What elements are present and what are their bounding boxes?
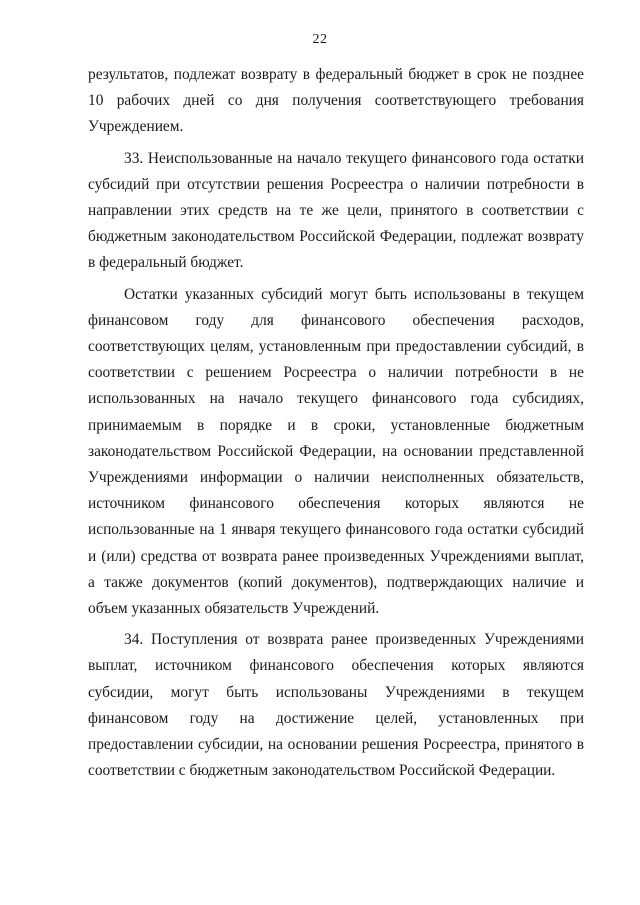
paragraph-34: 34. Поступления от возврата ранее произведенных Учреждениями выплат, источником финансового обеспечения которых являются субсидии, могут быть использованы Учреждениями в текущем финансовом году на достижение целей, установленных при предоставлении субсидии, на основании решения Росреестра, принятого в соответствии с бюджетным законодательством Российской Федерации.	[88, 631, 584, 780]
page-number: 22	[312, 32, 328, 47]
document-body	[88, 62, 584, 784]
paragraph-33: 33. Неиспользованные на начало текущего финансового года остатки субсидий при отсутствии решения Росреестра о наличии потребности в направлении этих средств на те же цели, принятого в соответствии с бюджетным законодательством Российской Федерации, подлежат возврату в федеральный бюджет.	[88, 149, 584, 272]
paragraph-continuation: результатов, подлежат возврату в федеральный бюджет в срок не позднее 10 рабочих дней со дня получения соответствующего требования Учреждением.	[88, 66, 584, 136]
paragraph-remainders: Остатки указанных субсидий могут быть использованы в текущем финансовом году для финансового обеспечения расходов, соответствующих целям, установленным при предоставлении субсидий, в соответствии с решением Росреестра о наличии потребности в не использованных на начало текущего финансового года субсидиях, принимаемым в порядке и в сроки, установленные бюджетным законодательством Российской Федерации, на основании представленной Учреждениями информации о наличии неисполненных обязательств, источником финансового обеспечения которых являются не использованные на 1 января текущего финансового года остатки субсидий и (или) средства от возврата ранее произведенных Учреждениями выплат, а также документов (копий документов), подтверждающих наличие и объем указанных обязательств Учреждений.	[88, 285, 584, 618]
